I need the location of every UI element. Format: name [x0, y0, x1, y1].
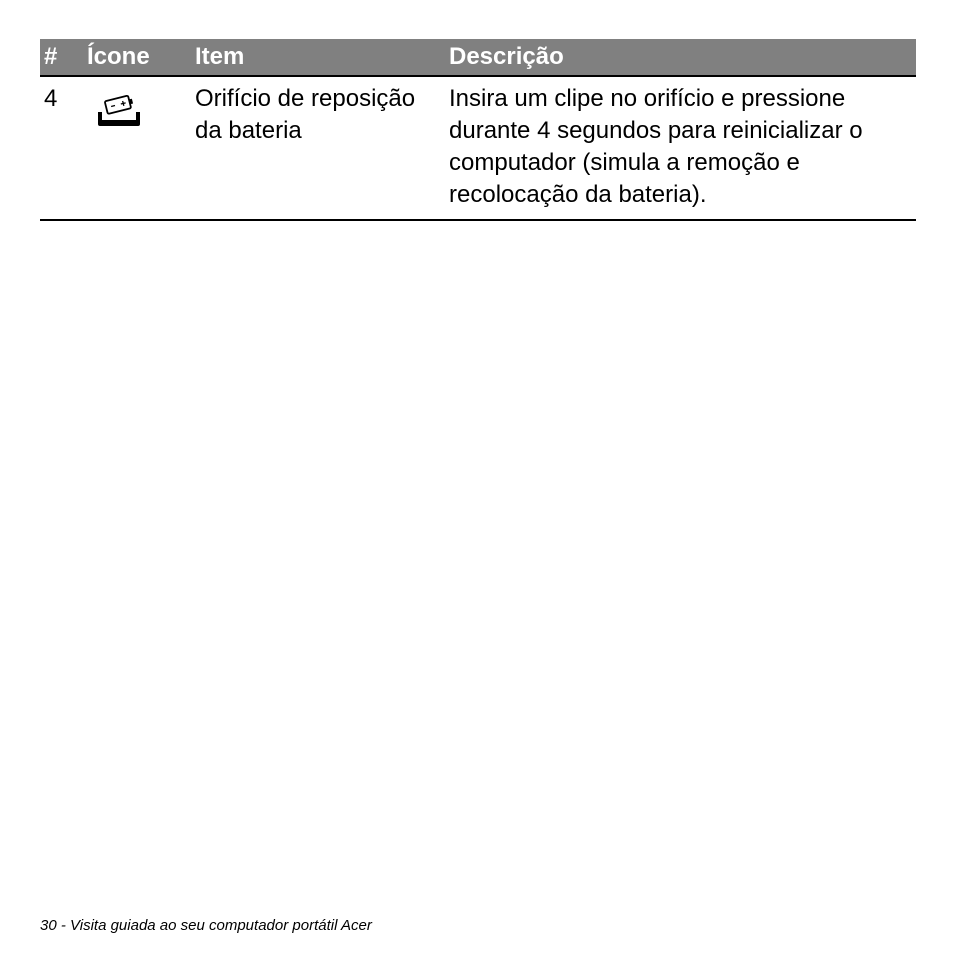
header-num: #	[40, 39, 83, 76]
row-icon-cell	[83, 76, 191, 220]
row-description: Insira um clipe no orifício e pressione durante 4 segundos para reinicializar o computador (simula a remoção e recolocação da bateria).	[445, 76, 916, 220]
page-footer: 30 - Visita guiada ao seu computador portátil Acer	[40, 917, 372, 934]
header-icon: Ícone	[83, 39, 191, 76]
row-item: Orifício de reposição da bateria	[191, 76, 445, 220]
table-header-row	[40, 39, 916, 76]
table-row	[40, 76, 916, 220]
header-item: Item	[191, 39, 445, 76]
row-num: 4	[40, 76, 83, 220]
header-description: Descrição	[445, 39, 916, 76]
battery-reset-icon	[95, 93, 143, 127]
component-table	[40, 39, 916, 221]
